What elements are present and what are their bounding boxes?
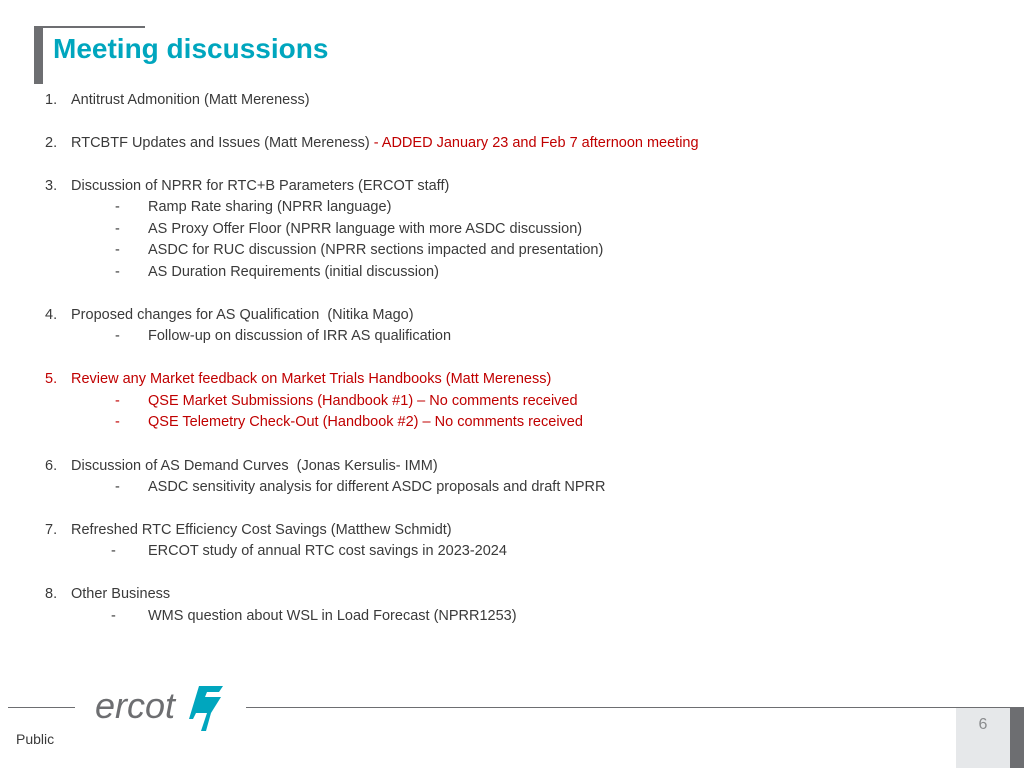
agenda-item-text: Discussion of AS Demand Curves (Jonas Kersulis- IMM) xyxy=(71,458,438,474)
subitem-dash: - xyxy=(115,264,120,280)
subitem-dash: - xyxy=(115,221,120,237)
agenda-item-text: Other Business xyxy=(71,586,171,602)
agenda-item-text: Proposed changes for AS Qualification (Nitika Mago) xyxy=(71,307,414,323)
subitem-dash: - xyxy=(115,393,120,409)
subitem-text: WMS question about WSL in Load Forecast (NPRR1253) xyxy=(148,608,517,624)
subitem-dash: - xyxy=(115,328,120,344)
agenda-item-number: 4. xyxy=(45,307,58,323)
agenda-item-number: 5. xyxy=(45,371,58,387)
agenda-item-text xyxy=(71,134,699,152)
title-accent-bar xyxy=(34,26,43,84)
subitem-dash: - xyxy=(111,608,116,624)
subitem-text: ERCOT study of annual RTC cost savings in 2023-2024 xyxy=(148,543,507,559)
subitem-text: ASDC for RUC discussion (NPRR sections impacted and presentation) xyxy=(148,242,604,258)
subitem-dash: - xyxy=(115,199,120,215)
subitem-dash: - xyxy=(115,242,120,258)
lightning-bolt-icon xyxy=(189,686,223,731)
subitem-text: AS Duration Requirements (initial discussion) xyxy=(148,264,439,280)
footer-divider-left xyxy=(8,707,75,708)
page-number: 6 xyxy=(978,716,988,733)
agenda-item-text: Antitrust Admonition (Matt Mereness) xyxy=(71,92,310,108)
subitem-text: AS Proxy Offer Floor (NPRR language with more ASDC discussion) xyxy=(148,221,583,237)
agenda-item-number: 7. xyxy=(45,522,58,538)
subitem-text: QSE Telemetry Check-Out (Handbook #2) – No comments received xyxy=(148,414,583,430)
agenda-item-text: Review any Market feedback on Market Trials Handbooks (Matt Mereness) xyxy=(71,371,552,387)
agenda-item-number: 2. xyxy=(45,135,58,151)
subitem-dash: - xyxy=(111,543,116,559)
agenda-item-number: 6. xyxy=(45,458,58,474)
subitem-text: QSE Market Submissions (Handbook #1) – No comments received xyxy=(148,393,578,409)
agenda-item-text: Discussion of NPRR for RTC+B Parameters (ERCOT staff) xyxy=(71,178,450,194)
subitem-text: Ramp Rate sharing (NPRR language) xyxy=(148,199,392,215)
agenda-item-added-note: - ADDED January 23 and Feb 7 afternoon meeting xyxy=(369,135,699,151)
subitem-dash: - xyxy=(115,414,120,430)
agenda-item-title: RTCBTF Updates and Issues (Matt Mereness) xyxy=(71,135,370,151)
footer-divider-right xyxy=(246,707,1024,708)
classification-label: Public xyxy=(16,731,55,747)
subitem-dash: - xyxy=(115,479,120,495)
ercot-logo xyxy=(95,683,227,735)
subitem-text: ASDC sensitivity analysis for different ASDC proposals and draft NPRR xyxy=(148,479,606,495)
agenda-item-number: 8. xyxy=(45,586,58,602)
page-number-edge xyxy=(1010,708,1024,768)
agenda-item-number: 3. xyxy=(45,178,58,194)
agenda-item-text: Refreshed RTC Efficiency Cost Savings (Matthew Schmidt) xyxy=(71,522,452,538)
page-title: Meeting discussions xyxy=(53,33,329,64)
subitem-text: Follow-up on discussion of IRR AS qualification xyxy=(148,328,452,344)
logo-wordmark: ercot xyxy=(95,685,176,726)
title-accent-line xyxy=(43,26,145,28)
agenda-item-number: 1. xyxy=(45,92,58,108)
